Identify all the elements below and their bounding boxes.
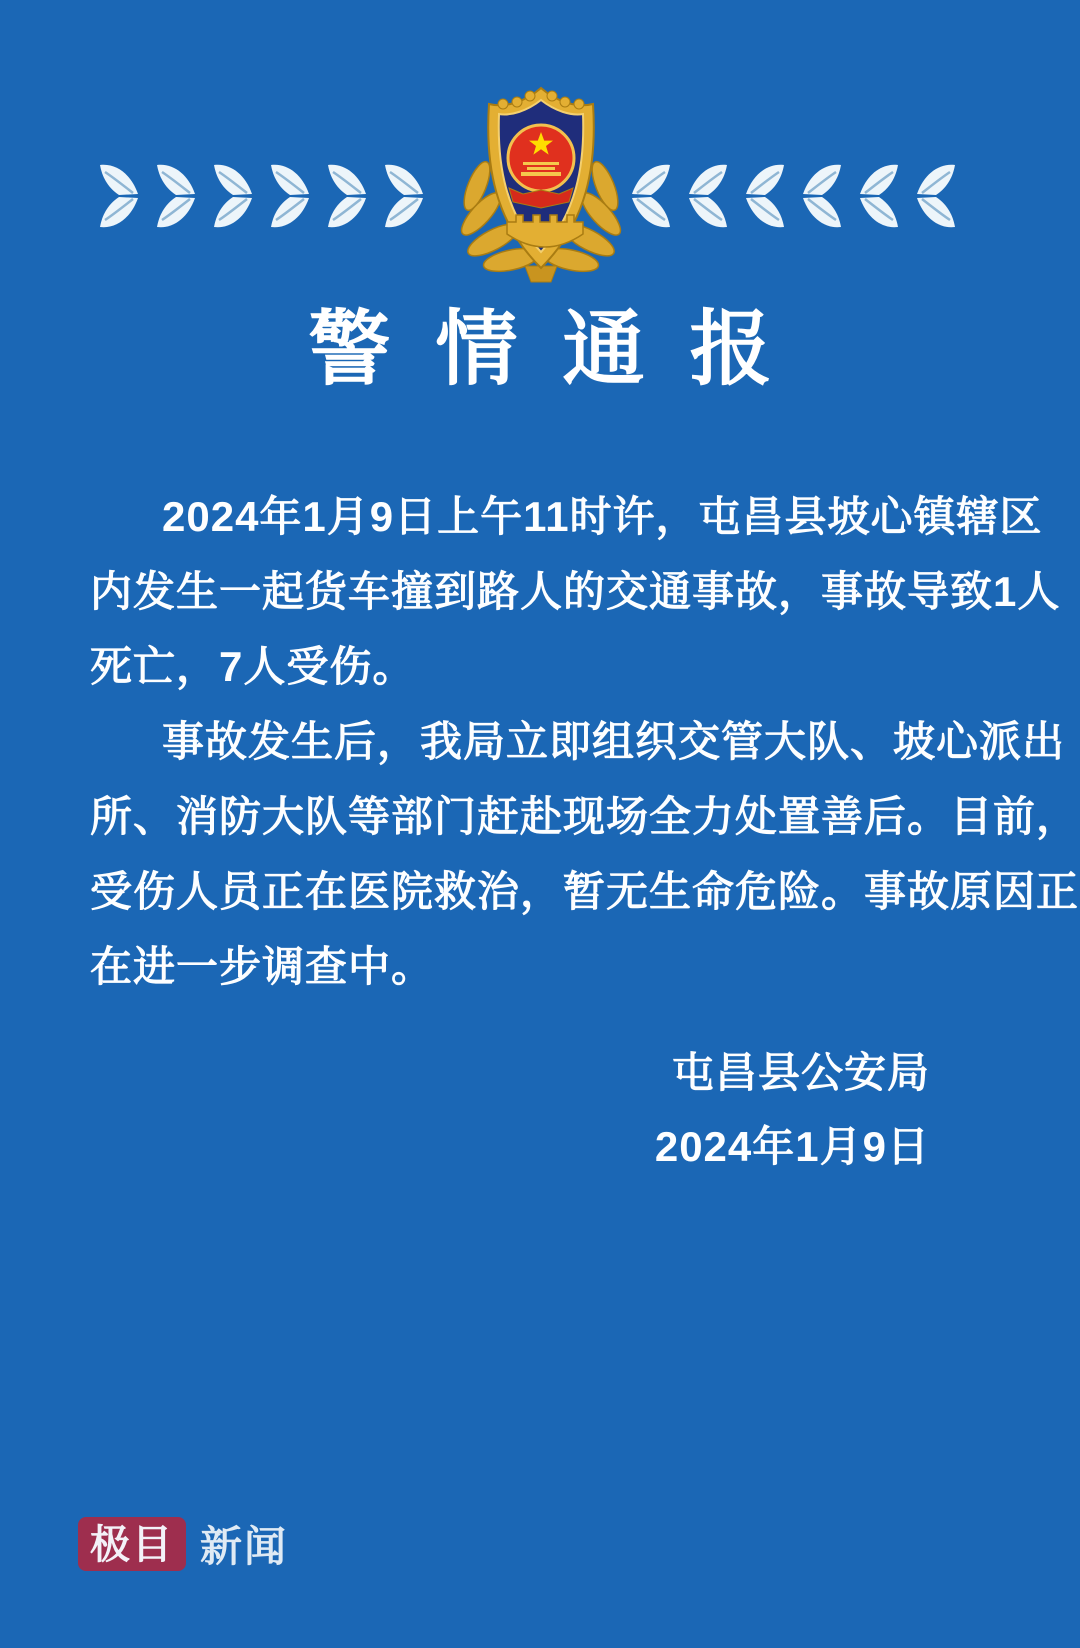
- body-line: 内发生一起货车撞到路人的交通事故，事故导致1人: [90, 568, 1061, 615]
- chevron-right-icon: [324, 163, 372, 229]
- right-chevrons: [626, 163, 959, 229]
- signature-date: 2024年1月9日: [654, 1123, 930, 1170]
- chevron-right-icon: [381, 163, 429, 229]
- signature-block: [655, 1036, 930, 1184]
- chevron-left-icon: [740, 163, 788, 229]
- chevron-left-icon: [854, 163, 902, 229]
- chevron-right-icon: [267, 163, 315, 229]
- body-line: 死亡，7人受伤。: [90, 643, 416, 690]
- chevron-right-icon: [153, 163, 201, 229]
- body-line: 事故发生后，我局立即组织交管大队、坡心派出: [162, 718, 1066, 765]
- notice-title: 警情通报: [308, 304, 817, 395]
- notice-body: [90, 479, 1080, 1004]
- body-line: 2024年1月9日上午11时许，屯昌县坡心镇辖区: [162, 493, 1043, 540]
- chevron-right-icon: [210, 163, 258, 229]
- chevron-right-icon: [96, 163, 144, 229]
- chevron-left-icon: [626, 163, 674, 229]
- chevron-left-icon: [683, 163, 731, 229]
- body-line: 在进一步调查中。: [90, 943, 435, 990]
- watermark-logo-text: 新闻: [200, 1523, 289, 1570]
- chevron-left-icon: [911, 163, 959, 229]
- chevron-left-icon: [797, 163, 845, 229]
- police-badge-icon: [450, 74, 632, 284]
- watermark-logo-box: 极目: [78, 1517, 186, 1571]
- body-line: 受伤人员正在医院救治，暂无生命危险。事故原因正: [90, 868, 1080, 915]
- body-line: 所、消防大队等部门赶赴现场全力处置善后。目前，: [90, 793, 1080, 840]
- left-chevrons: [96, 163, 429, 229]
- signature-agency: 屯昌县公安局: [671, 1049, 930, 1096]
- jimu-news-watermark: [78, 1514, 288, 1574]
